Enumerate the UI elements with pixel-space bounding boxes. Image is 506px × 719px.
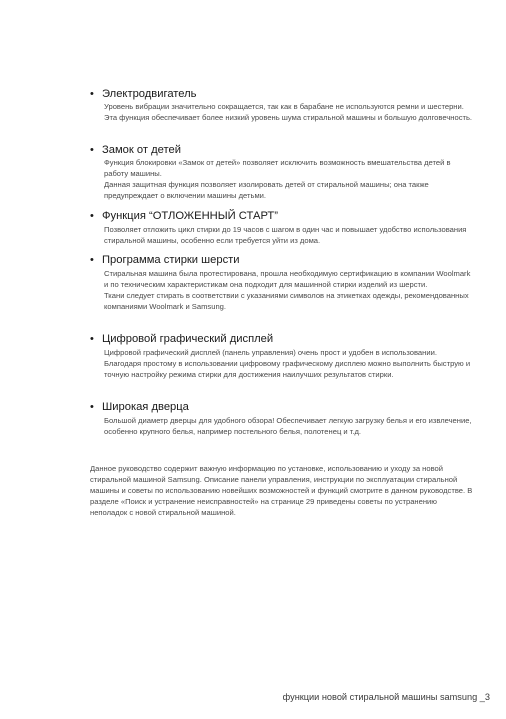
section-body xyxy=(104,268,474,312)
page-footer: функции новой стиральной машины samsung _3 xyxy=(282,692,490,702)
section-paragraph: Функция блокировки «Замок от детей» позволяет исключить возможность вмешательства детей в работу машины. xyxy=(104,158,451,178)
section-body xyxy=(104,347,474,380)
bullet-icon: • xyxy=(90,254,94,266)
section-paragraph: Большой диаметр дверцы для удобного обзора! Обеспечивает легкую загрузку белья и его извлечение, особенно крупного белья, например постельного белья, полотенец и т.д. xyxy=(104,416,472,436)
bullet-icon: • xyxy=(90,333,94,345)
section-body xyxy=(104,157,474,201)
section-paragraph: Стиральная машина была протестирована, прошла необходимую сертификацию в компании Woolmark и по техническим характеристикам она подходит для машинной стирки изделий из шерсти. xyxy=(104,269,471,289)
section-body xyxy=(104,415,474,437)
bullet-icon: • xyxy=(90,210,94,222)
section-paragraph: Цифровой графический дисплей (панель управления) очень прост и удобен в использовании. Благодаря простому в использовании цифровому графическому дисплею можно выполнить быструю и точную настройку режима стирки для достижения наилучших результатов стирки. xyxy=(104,348,471,379)
manual-page: • Электродвигатель Уровень вибрации значительно сокращается, так как в барабане не используются ремни и шестерни. Эта функция обеспечивает более низкий уровень шума стиральной машины и большую долговечность. • Замок от детей Функция блокировки «Замок от детей» позволяет исключить возможность вмешательства детей в работу машины. Данная защитная функция позволяет изолировать детей от стиральной машины; она также предупреждает о включении машины детьми. • Функция “ОТЛОЖЕННЫЙ СТАРТ” Позволяет отложить цикл стирки до 19 часов с шагом в один час и повышает удобство использования стиральной машины, особенно если требуется уйти из дома. • Программа стирки шерсти Стиральная машина была протестирована, прошла необходимую сертификацию в компании Woolmark и по техническим характеристикам она подходит для машинной стирки изделий из шерсти. Ткани следует стирать в соответствии с указаниями символов на этикетках одежды, рекомендованных компаниями Woolmark и Samsung. • Цифровой графический дисплей Цифровой графический дисплей (панель управления) очень прост и удобен в использовании. Благодаря простому в использовании цифровому графическому дисплею можно выполнить быструю и точную настройку режима стирки для достижения наилучших результатов стирки. • Широкая дверца Большой диаметр дверцы для удобного обзора! Обеспечивает легкую загрузку белья и его извлечение, особенно крупного белья, например постельного белья, полотенец и т.д. Данное руководство содержит важную информацию по установке, использованию и уходу за новой стиральной машиной Samsung. Описание панели управления, инструкции по эксплуатации стиральной машины и советы по использованию новейших возможностей и функций смотрите в данном руководстве. В разделе «Поиск и устранение неисправностей» на странице 29 приведены советы по устранению неполадок с новой стиральной машиной. функции новой стиральной машины samsung _3 xyxy=(90,88,490,702)
bullet-icon: • xyxy=(90,144,94,156)
section-body xyxy=(104,101,474,123)
section-paragraph: Позволяет отложить цикл стирки до 19 часов с шагом в один час и повышает удобство использования стиральной машины, особенно если требуется уйти из дома. xyxy=(104,225,467,245)
bullet-icon: • xyxy=(90,88,94,100)
bullet-icon: • xyxy=(90,401,94,413)
section-paragraph: Ткани следует стирать в соответствии с указаниями символов на этикетках одежды, рекомендованных компаниями Woolmark и Samsung. xyxy=(104,291,469,311)
section-body xyxy=(104,224,474,246)
intro-paragraph: Данное руководство содержит важную информацию по установке, использованию и уходу за новой стиральной машиной Samsung. Описание панели управления, инструкции по эксплуатации стиральной машины и советы по использованию новейших возможностей и функций смотрите в данном руководстве. В разделе «Поиск и устранение неисправностей» на странице 29 приведены советы по устранению неполадок с новой стиральной машиной. xyxy=(90,464,473,517)
section-paragraph: Данная защитная функция позволяет изолировать детей от стиральной машины; она также предупреждает о включении машины детьми. xyxy=(104,180,429,200)
section-paragraph: Уровень вибрации значительно сокращается, так как в барабане не используются ремни и шестерни. Эта функция обеспечивает более низкий уровень шума стиральной машины и большую долговечность. xyxy=(104,102,473,122)
